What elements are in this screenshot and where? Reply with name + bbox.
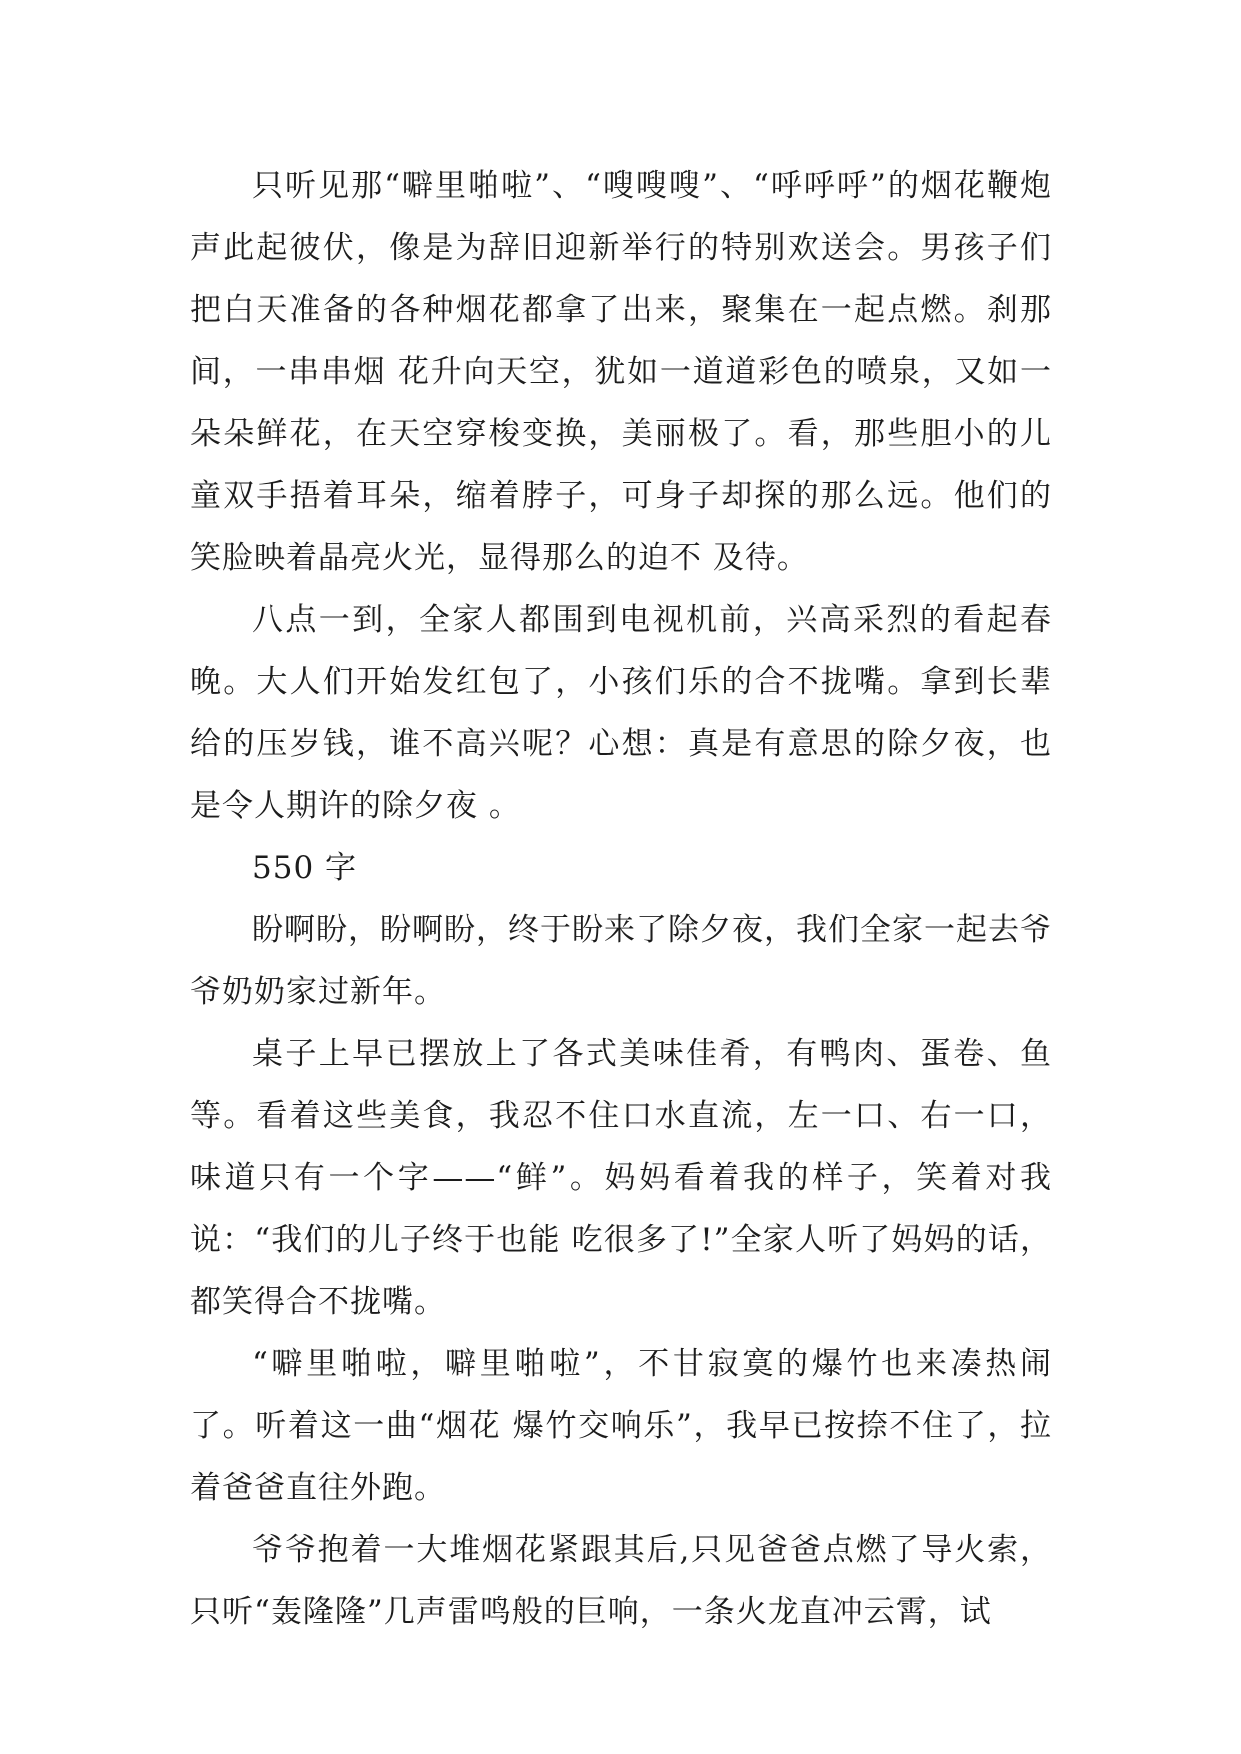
word-count-label: 550 字 xyxy=(252,850,358,886)
paragraph-new-year-eve: 盼啊盼，盼啊盼，终于盼来了除夕夜，我们全家一起去爷爷奶奶家过新年。 xyxy=(190,912,1052,1010)
paragraph-grandpa-fireworks: 爷爷抱着一大堆烟花紧跟其后,只见爸爸点燃了导火索，只听“轰隆隆”几声雷鸣般的巨响，一条火龙直冲云霄，试 xyxy=(190,1532,1052,1630)
paragraph-spring-gala: 八点一到，全家人都围到电视机前，兴高采烈的看起春晚。大人们开始发红包了，小孩们乐的合不拢嘴。拿到长辈给的压岁钱，谁不高兴呢？心想：真是有意思的除夕夜，也是令人期许的除夕夜 。 xyxy=(190,602,1052,824)
paragraph-fireworks: 只听见那“噼里啪啦”、“嗖嗖嗖”、“呼呼呼”的烟花鞭炮声此起彼伏，像是为辞旧迎新举行的特别欢送会。男孩子们把白天准备的各种烟花都拿了出来，聚集在一起点燃。刹那间，一串串烟 花升向天空，犹如一道道彩色的喷泉，又如一朵朵鲜花，在天空穿梭变换，美丽极了。看，那些胆小的儿童双手捂着耳朵，缩着脖子，可身子却探的那么远。他们的笑脸映着晶亮火光，显得那么的迫不 及待。 xyxy=(190,168,1052,576)
paragraph-dinner-table: 桌子上早已摆放上了各式美味佳肴，有鸭肉、蛋卷、鱼等。看着这些美食，我忍不住口水直流，左一口、右一口，味道只有一个字——“鲜”。妈妈看着我的样子，笑着对我说：“我们的儿子终于也能 吃很多了!”全家人听了妈妈的话，都笑得合不拢嘴。 xyxy=(190,1036,1052,1320)
paragraph-firecrackers: “噼里啪啦，噼里啪啦”，不甘寂寞的爆竹也来凑热闹了。听着这一曲“烟花 爆竹交响乐”，我早已按捺不住了，拉着爸爸直往外跑。 xyxy=(190,1346,1052,1506)
essay-body xyxy=(190,155,1052,1643)
